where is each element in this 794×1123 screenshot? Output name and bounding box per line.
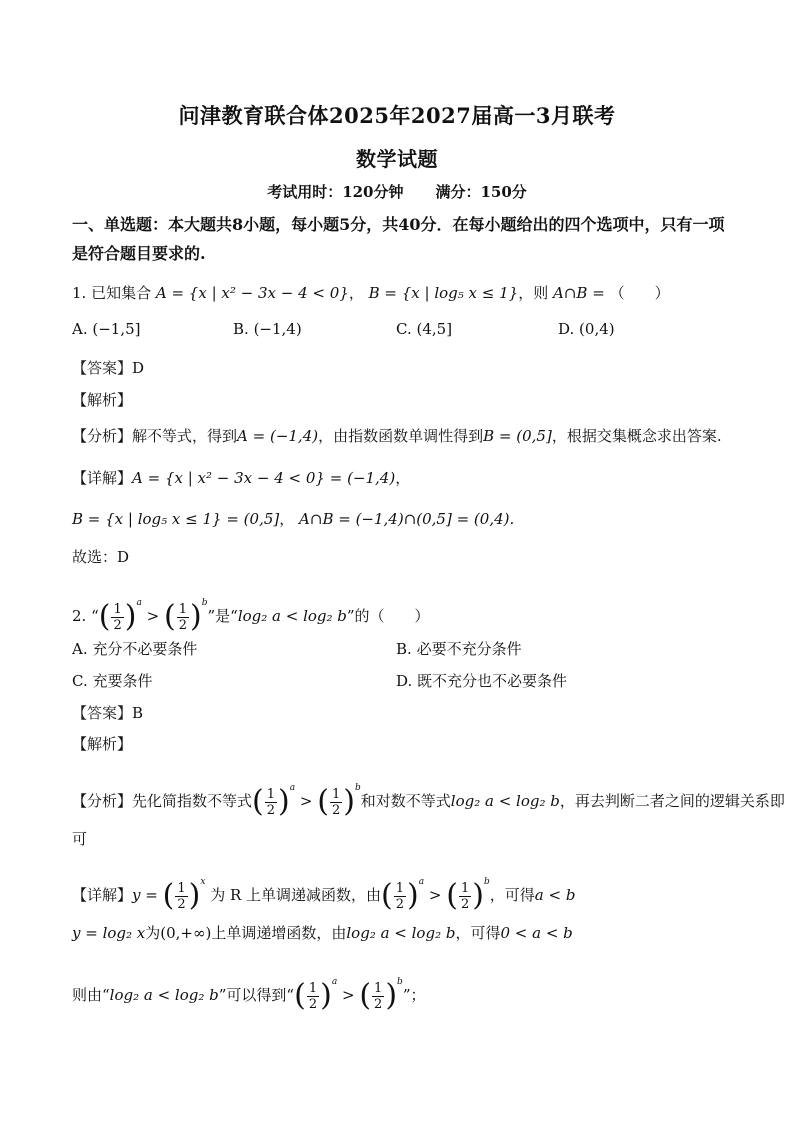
q2-num: 2. “ [72, 607, 99, 625]
q2-mid: ”是“ [207, 607, 238, 625]
q2-fenxi: 【分析】先化简指数不等式( $\frac{1}{2}$ )$^a$ > ( $\frac{1}{2}$ )$^b$和对数不等式log₂ a < log₂ b，再去判断二者之间的逻辑关系即 [72, 783, 785, 819]
exponent-b: b [397, 977, 403, 987]
q2-answer [72, 702, 143, 723]
half-fraction: $\frac{1}{2}$ [460, 880, 470, 912]
half-fraction: $\frac{1}{2}$ [178, 601, 187, 633]
q2-option-b [396, 638, 522, 659]
option-value: 充分不必要条件 [92, 640, 198, 658]
detail-eq: y = [132, 886, 158, 904]
exam-meta [0, 181, 794, 202]
option-label: A. [72, 320, 88, 338]
detail-punct: ， [279, 510, 295, 528]
q1-option-b [233, 320, 302, 338]
fenxi-eq: A = (−1,4) [237, 427, 319, 445]
fenxi-tag: 【分析】 [72, 427, 133, 445]
detail-eq: A = {x | x² − 3x − 4 < 0} = (−1,4) [132, 469, 396, 487]
detail-eq: (0,+∞) [160, 924, 212, 942]
option-value: 充要条件 [92, 672, 153, 690]
detail-eq: A∩B = (−1,4)∩(0,5] = (0,4). [299, 510, 515, 528]
q1-option-c [396, 320, 452, 338]
fenxi-text: 和对数不等式 [360, 792, 451, 810]
option-label: D. [396, 672, 413, 690]
q2-option-a [72, 638, 197, 659]
detail-eq: log₂ a < log₂ b [346, 924, 456, 942]
section-heading: 一、单选题：本大题共8小题，每小题5分，共40分．在每小题给出的四个选项中，只有一项是符合题目要求的. [72, 215, 725, 263]
option-value: (0,4) [579, 320, 615, 338]
detail-eq: log₂ a < log₂ b [109, 986, 219, 1004]
option-label: B. [396, 640, 412, 658]
exponent-a: a [418, 877, 425, 887]
q2-detail-3: 则由“log₂ a < log₂ b”可以得到“( $\frac{1}{2}$ )$^a$ > ( $\frac{1}{2}$ )$^b$”； [72, 977, 426, 1013]
fenxi-text: ，再去判断二者之间的逻辑关系即 [559, 792, 785, 810]
gt-sign: > [146, 607, 160, 625]
fenxi-text: 先化简指数不等式 [132, 792, 253, 810]
exponent-x: x [200, 877, 206, 887]
option-value: (−1,4) [253, 320, 302, 338]
detail-punct: ， [395, 469, 411, 487]
fenxi-text: 解不等式，得到 [132, 427, 238, 445]
q2-end: ”的（ ） [346, 607, 430, 625]
gt-sign: > [428, 886, 442, 904]
q1-sep: ， [348, 284, 364, 302]
q1-set-a: A = {x | x² − 3x − 4 < 0} [155, 284, 349, 302]
detail-text: ”可以得到“ [218, 986, 295, 1004]
q1-stem [72, 282, 670, 303]
option-value: (4,5] [416, 320, 453, 338]
q1-prefix: 1. 已知集合 [72, 284, 152, 302]
half-fraction: $\frac{1}{2}$ [177, 880, 186, 912]
fenxi-text: ，由指数函数单调性得到 [318, 427, 484, 445]
option-label: C. [396, 320, 412, 338]
option-value: 既不充分也不必要条件 [417, 672, 568, 690]
detail-text: 为 [145, 924, 161, 942]
q1-then: ，则 [518, 284, 549, 302]
q2-detail-1: 【详解】y = ( $\frac{1}{2}$ )$^x$ 为 R 上单调递减函数，由( $\frac{1}{2}$ )$^a$ > ( $\frac{1}{2}$ )$^b$，可得a < b [72, 877, 576, 913]
half-fraction: $\frac{1}{2}$ [331, 786, 341, 818]
fenxi-eq: B = (0,5] [483, 427, 552, 445]
detail-eq: a < b [534, 886, 576, 904]
q1-detail-1 [72, 467, 410, 488]
q2-log-ineq: log₂ a < log₂ b [237, 607, 347, 625]
q1-set-b: B = {x | log₅ x ≤ 1} [368, 284, 519, 302]
exponent-b: b [354, 783, 361, 793]
q2-analysis-tag: 【解析】 [72, 735, 133, 753]
exponent-b: b [483, 877, 490, 887]
detail-text: ”； [402, 986, 426, 1004]
q2-option-c [72, 670, 153, 691]
fenxi-eq: log₂ a < log₂ b [450, 792, 560, 810]
option-label: B. [233, 320, 249, 338]
answer-value: B [132, 704, 144, 722]
half-fraction: $\frac{1}{2}$ [395, 880, 405, 912]
half-fraction: $\frac{1}{2}$ [113, 601, 122, 633]
q1-expr: A∩B = [553, 284, 605, 302]
q2-fenxi-cont: 可 [72, 830, 88, 848]
exponent-a: a [289, 783, 296, 793]
detail-eq: B = {x | log₅ x ≤ 1} = (0,5] [72, 510, 280, 528]
answer-value: D [132, 359, 145, 377]
half-fraction: $\frac{1}{2}$ [266, 786, 276, 818]
gt-sign: > [341, 986, 355, 1004]
detail-text: 则由“ [72, 986, 110, 1004]
detail-text: ，可得 [489, 886, 535, 904]
half-fraction: $\frac{1}{2}$ [308, 980, 318, 1012]
gt-sign: > [299, 792, 313, 810]
q1-option-a [72, 320, 141, 338]
exponent-b: b [201, 598, 208, 608]
q1-answer [72, 357, 144, 378]
option-label: D. [558, 320, 575, 338]
exponent-a: a [136, 598, 142, 608]
q2-option-d [396, 670, 567, 691]
q1-option-d [558, 320, 615, 338]
option-value: (−1,5] [92, 320, 141, 338]
answer-tag: 【答案】 [72, 704, 133, 722]
q2-detail-2 [72, 922, 573, 943]
detail-eq: 0 < a < b [500, 924, 573, 942]
detail-tag: 【详解】 [72, 886, 133, 904]
q1-detail-2 [72, 508, 514, 529]
q2-stem: 2. “( $\frac{1}{2}$ )$^a$ > ( $\frac{1}{2}$ )$^b$”是“log₂ a < log₂ b”的（ ） [72, 598, 430, 634]
option-value: 必要不充分条件 [416, 640, 522, 658]
exam-time: 考试用时：120分钟 [267, 183, 404, 201]
fenxi-text: ，根据交集概念求出答案. [551, 427, 722, 445]
detail-text: 为 R 上单调递减函数，由 [210, 886, 382, 904]
detail-text: ，可得 [455, 924, 501, 942]
exam-title: 问津教育联合体2025年2027届高一3月联考 [178, 103, 616, 128]
q1-conclusion: 故选：D [72, 548, 130, 566]
detail-text: 上单调递增函数，由 [211, 924, 347, 942]
q1-fenxi [72, 425, 722, 446]
option-label: C. [72, 672, 88, 690]
q1-analysis-tag: 【解析】 [72, 391, 133, 409]
exam-subtitle: 数学试题 [356, 147, 438, 171]
answer-tag: 【答案】 [72, 359, 133, 377]
q1-blank: （ ） [609, 284, 670, 302]
option-label: A. [72, 640, 88, 658]
fenxi-tag: 【分析】 [72, 792, 133, 810]
detail-tag: 【详解】 [72, 469, 133, 487]
exponent-a: a [331, 977, 338, 987]
exam-score: 满分：150分 [435, 183, 527, 201]
half-fraction: $\frac{1}{2}$ [374, 980, 383, 1012]
detail-eq: y = log₂ x [72, 924, 146, 942]
